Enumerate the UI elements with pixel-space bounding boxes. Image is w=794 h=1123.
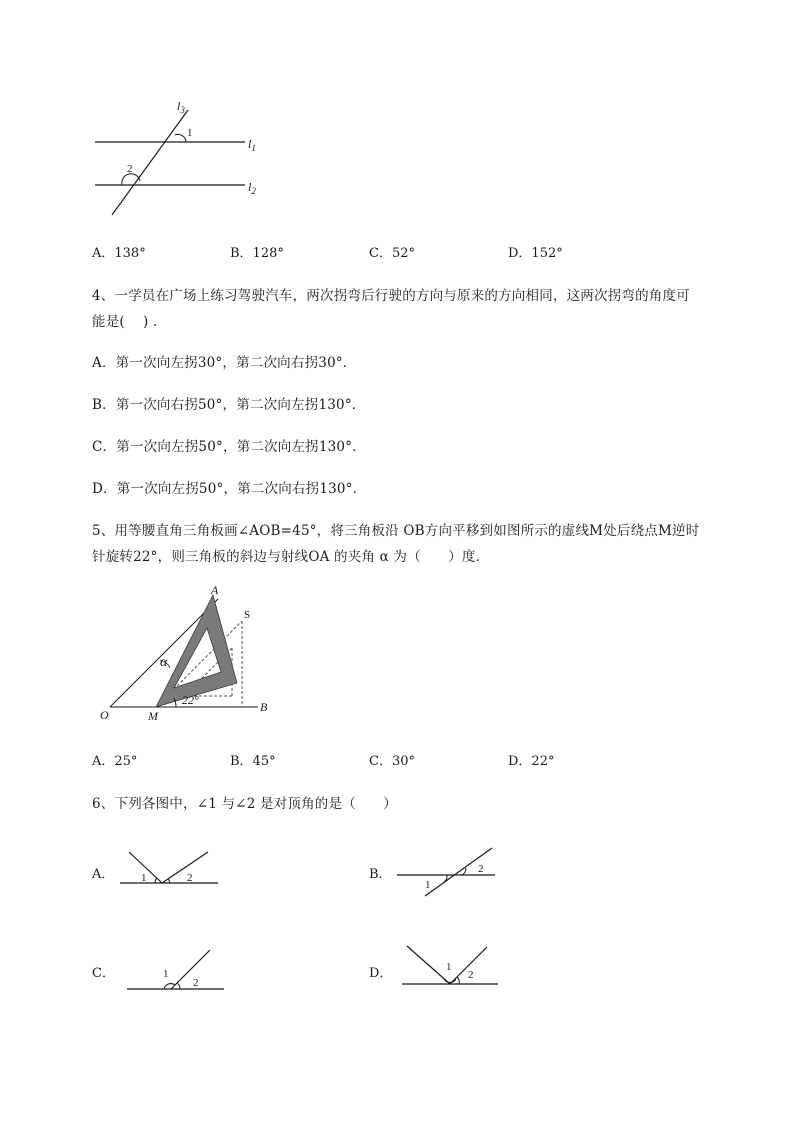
q3-option-b: B．128° bbox=[230, 246, 284, 261]
label-angle-2: 2 bbox=[127, 163, 133, 175]
q4-stem-line1: 4、一学员在广场上练习驾驶汽车，两次拐弯后行驶的方向与原来的方向相同，这两次拐弯的角度可 bbox=[92, 288, 690, 304]
q6-figure-c bbox=[120, 945, 230, 993]
line-l3 bbox=[112, 110, 188, 215]
q4-option-c: C．第一次向左拐50°，第二次向左拐130°． bbox=[92, 439, 366, 455]
q5-option-b: B．45° bbox=[230, 754, 276, 769]
q3-option-a: A．138° bbox=[92, 246, 146, 261]
label-B: B bbox=[260, 700, 268, 714]
label-S: S bbox=[244, 609, 251, 621]
q6-option-d-letter: D． bbox=[369, 966, 393, 981]
figure-q5-triangle bbox=[90, 580, 290, 730]
label-l2: $l_2$ bbox=[248, 180, 256, 196]
q6-figure-b bbox=[392, 843, 502, 900]
svg-text:1: 1 bbox=[446, 961, 452, 973]
figure-q3-parallel-lines bbox=[85, 95, 275, 225]
label-alpha: α bbox=[160, 655, 168, 670]
svg-text:1: 1 bbox=[163, 968, 169, 980]
label-l3: $l_3$ bbox=[177, 99, 185, 115]
rotated-triangle bbox=[156, 595, 237, 707]
q6-stem: 6、下列各图中，∠1 与∠2 是对顶角的是（ ） bbox=[92, 796, 397, 812]
label-angle-1: 1 bbox=[187, 127, 193, 139]
svg-text:2: 2 bbox=[478, 863, 484, 875]
svg-text:2: 2 bbox=[468, 969, 474, 981]
label-A: A bbox=[211, 583, 219, 597]
q3-option-d: D．152° bbox=[508, 246, 563, 261]
q6-figure-a bbox=[115, 845, 225, 890]
q6-option-a-letter: A． bbox=[92, 867, 115, 882]
q4-stem-line2: 能是( ) ． bbox=[92, 314, 167, 330]
svg-text:2: 2 bbox=[187, 872, 193, 884]
q5-option-d: D．22° bbox=[508, 754, 555, 769]
q5-option-c: C．30° bbox=[369, 754, 415, 769]
label-O: O bbox=[100, 708, 109, 722]
q6-option-c-letter: C． bbox=[92, 966, 115, 981]
angle-1-arc bbox=[175, 134, 186, 142]
q6-option-b-letter: B． bbox=[369, 867, 392, 882]
label-M: M bbox=[148, 709, 158, 723]
svg-text:1: 1 bbox=[425, 879, 431, 891]
q4-option-a: A．第一次向左拐30°，第二次向右拐30°． bbox=[92, 355, 357, 371]
q5-stem-line2: 针旋转22°，则三角板的斜边与射线OA 的夹角 α 为（ ）度． bbox=[92, 549, 490, 565]
label-l1: $l_1$ bbox=[248, 137, 256, 153]
svg-text:2: 2 bbox=[193, 977, 199, 989]
q5-stem-line1: 5、用等腰直角三角板画∠AOB=45°，将三角板沿 OB方向平移到如图所示的虚线M处后绕点M逆时 bbox=[92, 523, 700, 539]
q6-figure-d bbox=[398, 940, 508, 990]
label-22: 22° bbox=[182, 693, 199, 707]
q5-option-a: A．25° bbox=[92, 754, 138, 769]
q4-option-d: D．第一次向左拐50°，第二次向右拐130°． bbox=[92, 481, 367, 497]
q4-option-b: B．第一次向右拐50°，第二次向左拐130°． bbox=[92, 397, 366, 413]
svg-text:1: 1 bbox=[141, 872, 147, 884]
q3-option-c: C．52° bbox=[369, 246, 415, 261]
